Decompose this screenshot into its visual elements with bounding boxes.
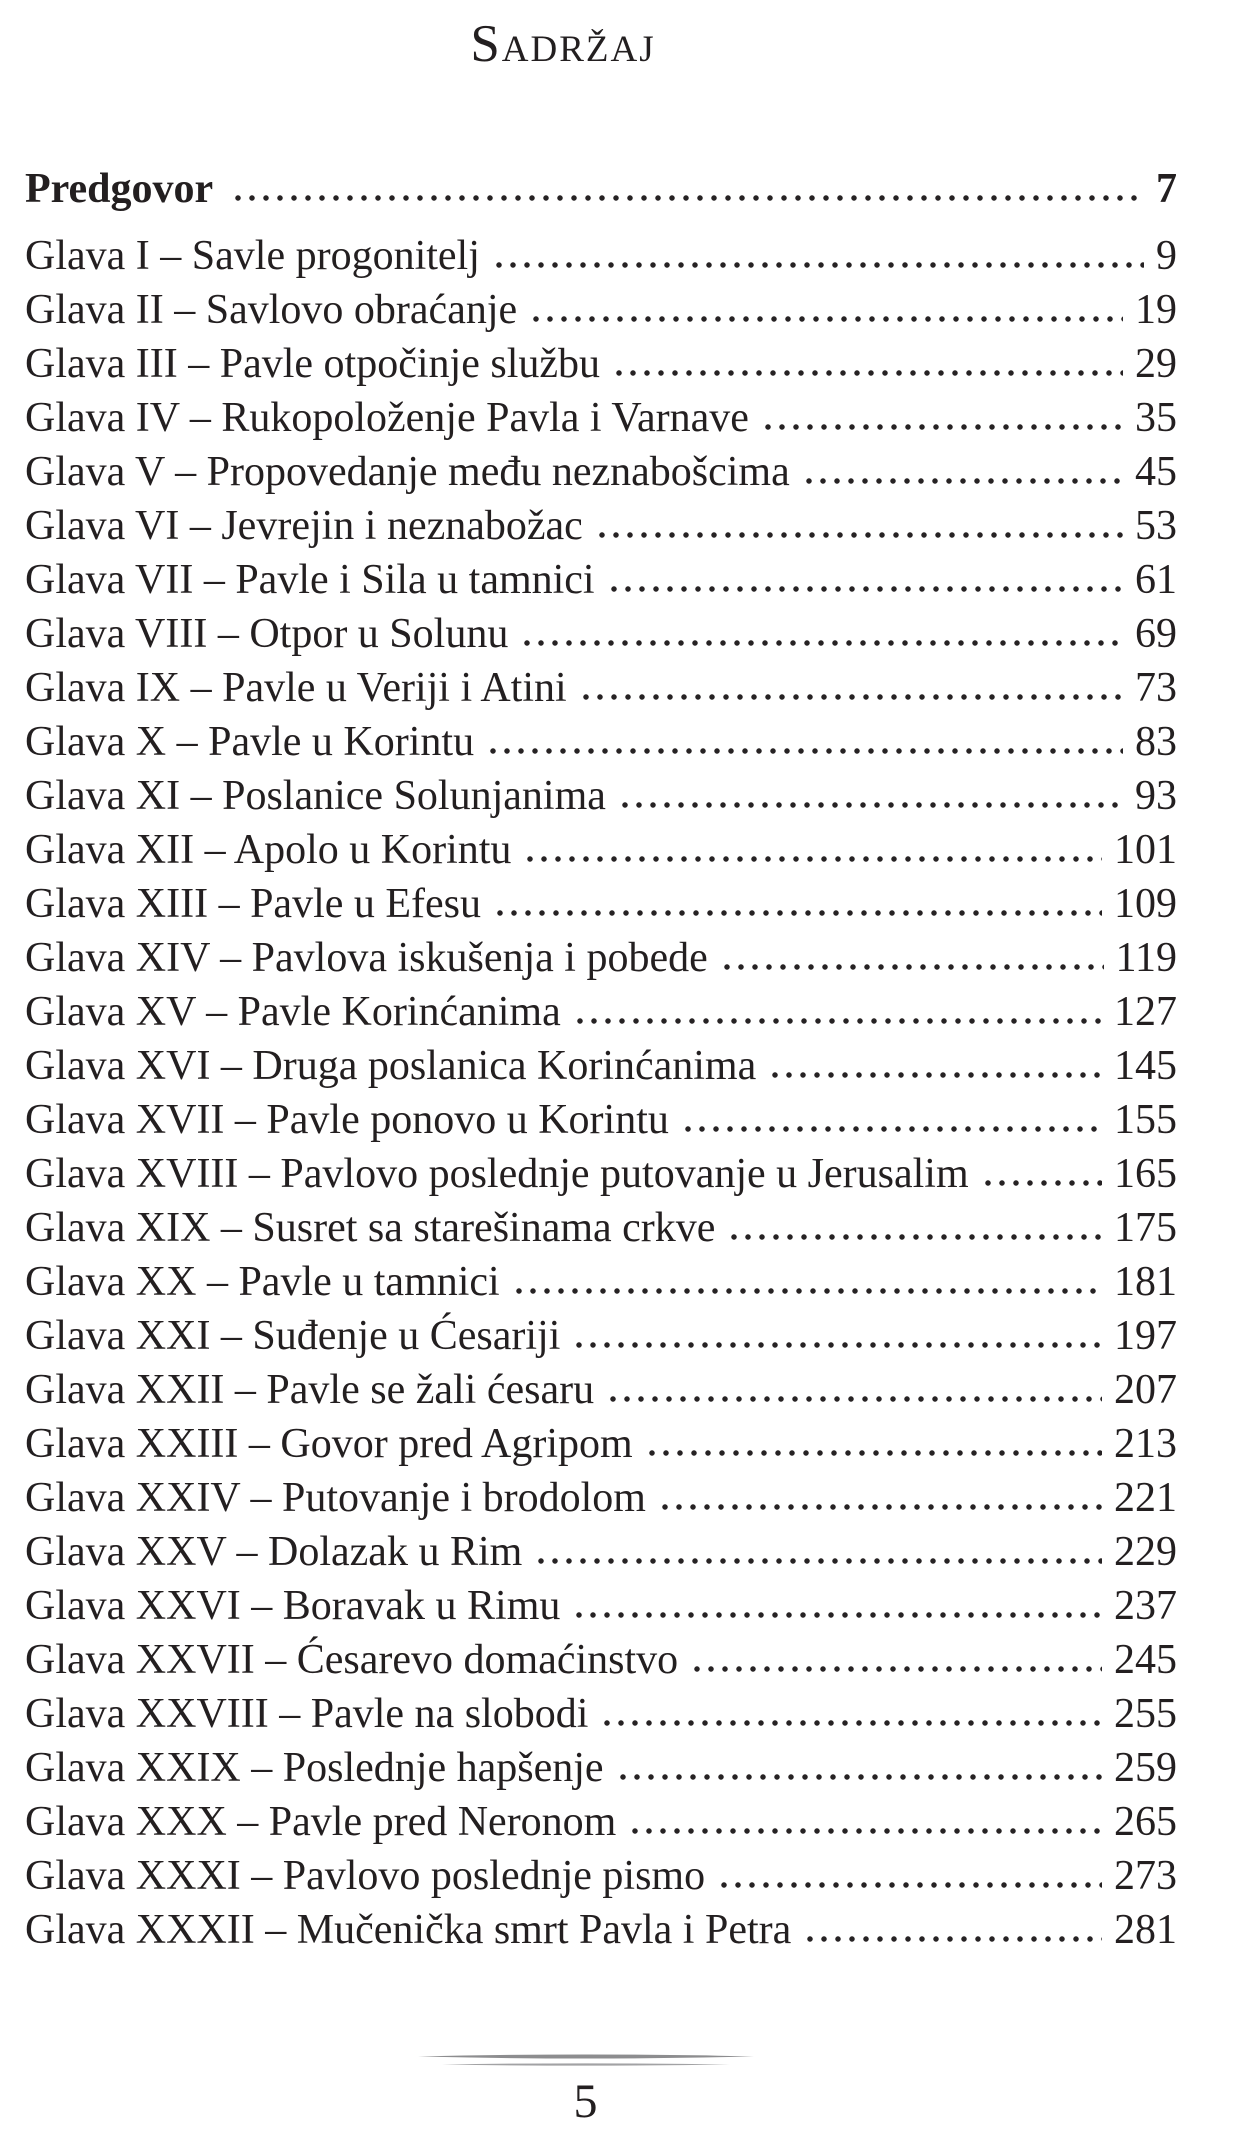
toc-entry-label: Glava XVI – Druga poslanica Korinćanima: [25, 1043, 757, 1089]
toc-entry-page: 197: [1114, 1313, 1177, 1359]
toc-entry-page: 281: [1114, 1907, 1177, 1953]
toc-entry-label: Glava XXVIII – Pavle na slobodi: [25, 1691, 589, 1737]
toc-entry-label: Glava XVII – Pavle ponovo u Korintu: [25, 1097, 669, 1143]
toc-entry-page: 109: [1114, 881, 1177, 927]
toc-entry: [25, 1525, 1177, 1579]
toc-entry: [25, 769, 1177, 823]
dot-leader: [600, 1719, 1102, 1727]
toc-entry: [25, 1093, 1177, 1147]
table-of-contents: [25, 162, 1177, 1957]
dot-leader: [690, 1665, 1102, 1673]
toc-entry: [25, 1849, 1177, 1903]
toc-entry: [25, 445, 1177, 499]
toc-entry: [25, 553, 1177, 607]
toc-entry-page: 93: [1135, 773, 1177, 819]
toc-entry-label: Glava XXIII – Govor pred Agripom: [25, 1421, 633, 1467]
toc-entry-page: 259: [1114, 1745, 1177, 1791]
toc-entry-page: 7: [1156, 166, 1177, 212]
toc-entry-label: Glava VII – Pavle i Sila u tamnici: [25, 557, 595, 603]
toc-entry-page: 237: [1114, 1583, 1177, 1629]
dot-leader: [802, 477, 1123, 485]
folio-page-number: 5: [573, 2075, 598, 2128]
toc-entry: [25, 985, 1177, 1039]
toc-entry-label: Glava VIII – Otpor u Solunu: [25, 611, 509, 657]
dot-leader: [628, 1827, 1102, 1835]
toc-entry-label: Glava XII – Apolo u Korintu: [25, 827, 512, 873]
dot-leader: [493, 909, 1102, 917]
toc-entry-label: Glava XXX – Pavle pred Neronom: [25, 1799, 617, 1845]
dot-leader: [579, 693, 1123, 701]
toc-entry: [25, 1363, 1177, 1417]
toc-entry-page: 265: [1114, 1799, 1177, 1845]
toc-entry-page: 155: [1114, 1097, 1177, 1143]
dot-leader: [486, 747, 1123, 755]
toc-page: [0, 14, 1247, 2130]
toc-entry-page: 255: [1114, 1691, 1177, 1737]
toc-entry: [25, 1309, 1177, 1363]
dot-leader: [492, 261, 1144, 269]
toc-entry-preface: [25, 162, 1177, 216]
dot-leader: [803, 1935, 1102, 1943]
toc-entry: [25, 1471, 1177, 1525]
dot-leader: [681, 1125, 1102, 1133]
dot-leader: [607, 585, 1123, 593]
toc-entry-page: 181: [1114, 1259, 1177, 1305]
toc-entry-page: 73: [1135, 665, 1177, 711]
toc-entry-label: Glava XI – Poslanice Solunjanima: [25, 773, 606, 819]
toc-entry-label: Glava XXXI – Pavlovo poslednje pismo: [25, 1853, 706, 1899]
toc-entry-label: Glava XX – Pavle u tamnici: [25, 1259, 500, 1305]
dot-leader: [768, 1071, 1102, 1079]
dot-leader: [720, 963, 1104, 971]
toc-entry: [25, 1579, 1177, 1633]
toc-entry: [25, 1255, 1177, 1309]
toc-entry: [25, 823, 1177, 877]
toc-entry-page: 175: [1114, 1205, 1177, 1251]
dot-leader: [523, 855, 1102, 863]
toc-entry: [25, 877, 1177, 931]
toc-entry-label: Glava X – Pavle u Korintu: [25, 719, 475, 765]
toc-entry-page: 245: [1114, 1637, 1177, 1683]
toc-entry: [25, 229, 1177, 283]
divider-ornament-icon: [416, 2052, 756, 2070]
dot-leader: [717, 1881, 1102, 1889]
toc-entry-label: Glava XXVI – Boravak u Rimu: [25, 1583, 561, 1629]
dot-leader: [572, 1611, 1102, 1619]
dot-leader: [512, 1287, 1102, 1295]
toc-entry: [25, 715, 1177, 769]
toc-entry-label: Glava II – Savlovo obraćanje: [25, 287, 518, 333]
toc-entry-page: 83: [1135, 719, 1177, 765]
toc-entry-page: 9: [1156, 233, 1177, 279]
toc-entry: [25, 1903, 1177, 1957]
toc-entry-page: 145: [1114, 1043, 1177, 1089]
toc-entry-label: Glava VI – Jevrejin i neznabožac: [25, 503, 583, 549]
toc-entry-label: Glava XIII – Pavle u Efesu: [25, 881, 482, 927]
toc-entry: [25, 499, 1177, 553]
toc-entry-page: 273: [1114, 1853, 1177, 1899]
toc-entry: [25, 661, 1177, 715]
toc-entry-page: 221: [1114, 1475, 1177, 1521]
toc-entry-label: Glava XIV – Pavlova iskušenja i pobede: [25, 935, 708, 981]
toc-entry-label: Glava I – Savle progonitelj: [25, 233, 480, 279]
toc-entry-label: Glava XV – Pavle Korinćanima: [25, 989, 561, 1035]
toc-entry-label: Predgovor: [25, 166, 214, 212]
page-title: Sadržaj: [470, 15, 656, 73]
dot-leader: [595, 531, 1123, 539]
toc-entry: [25, 931, 1177, 985]
toc-entry-page: 61: [1135, 557, 1177, 603]
footer: [0, 2072, 1247, 2130]
toc-entry-page: 165: [1114, 1151, 1177, 1197]
toc-entry-page: 101: [1114, 827, 1177, 873]
toc-entry-page: 19: [1135, 287, 1177, 333]
toc-entry: [25, 1687, 1177, 1741]
toc-entry-label: Glava XXIX – Poslednje hapšenje: [25, 1745, 604, 1791]
toc-entry: [25, 1741, 1177, 1795]
toc-entry-page: 207: [1114, 1367, 1177, 1413]
dot-leader: [618, 801, 1123, 809]
dot-leader: [981, 1179, 1102, 1187]
toc-entry-page: 53: [1135, 503, 1177, 549]
toc-entry-label: Glava XXII – Pavle se žali ćesaru: [25, 1367, 595, 1413]
toc-entry-label: Glava XIX – Susret sa starešinama crkve: [25, 1205, 716, 1251]
dot-leader: [658, 1503, 1102, 1511]
toc-entry: [25, 1147, 1177, 1201]
toc-entry-page: 29: [1135, 341, 1177, 387]
toc-entry-label: Glava V – Propovedanje među neznabošcima: [25, 449, 790, 495]
toc-entry: [25, 283, 1177, 337]
toc-entry-label: Glava III – Pavle otpočinje službu: [25, 341, 600, 387]
toc-entry-label: Glava IV – Rukopoloženje Pavla i Varnave: [25, 395, 749, 441]
dot-leader: [645, 1449, 1102, 1457]
toc-entry-label: Glava XVIII – Pavlovo poslednje putovanje u Jerusalim: [25, 1151, 969, 1197]
dot-leader: [529, 315, 1123, 323]
toc-entry: [25, 607, 1177, 661]
toc-entry-page: 127: [1114, 989, 1177, 1035]
toc-entry-page: 35: [1135, 395, 1177, 441]
toc-entry-page: 69: [1135, 611, 1177, 657]
toc-entry: [25, 1633, 1177, 1687]
toc-entry: [25, 337, 1177, 391]
toc-entry: [25, 391, 1177, 445]
dot-leader: [572, 1341, 1102, 1349]
toc-entry-label: Glava XXV – Dolazak u Rim: [25, 1529, 523, 1575]
toc-entry-page: 213: [1114, 1421, 1177, 1467]
toc-entry-label: Glava XXI – Suđenje u Ćesariji: [25, 1313, 561, 1359]
toc-entry-page: 119: [1115, 935, 1177, 981]
toc-entry-list: [25, 229, 1177, 1957]
dot-leader: [573, 1017, 1102, 1025]
dot-leader: [231, 194, 1144, 202]
dot-leader: [612, 369, 1123, 377]
dot-leader: [520, 639, 1123, 647]
toc-entry-label: Glava XXVII – Ćesarevo domaćinstvo: [25, 1637, 679, 1683]
toc-entry-label: Glava IX – Pavle u Veriji i Atini: [25, 665, 567, 711]
toc-entry: [25, 1795, 1177, 1849]
toc-entry-label: Glava XXIV – Putovanje i brodolom: [25, 1475, 646, 1521]
dot-leader: [606, 1395, 1102, 1403]
toc-entry-page: 229: [1114, 1529, 1177, 1575]
dot-leader: [727, 1233, 1102, 1241]
dot-leader: [534, 1557, 1102, 1565]
toc-entry: [25, 1039, 1177, 1093]
toc-entry: [25, 1201, 1177, 1255]
dot-leader: [616, 1773, 1102, 1781]
toc-entry-page: 45: [1135, 449, 1177, 495]
toc-entry-label: Glava XXXII – Mučenička smrt Pavla i Petra: [25, 1907, 792, 1953]
toc-entry: [25, 1417, 1177, 1471]
dot-leader: [761, 423, 1123, 431]
